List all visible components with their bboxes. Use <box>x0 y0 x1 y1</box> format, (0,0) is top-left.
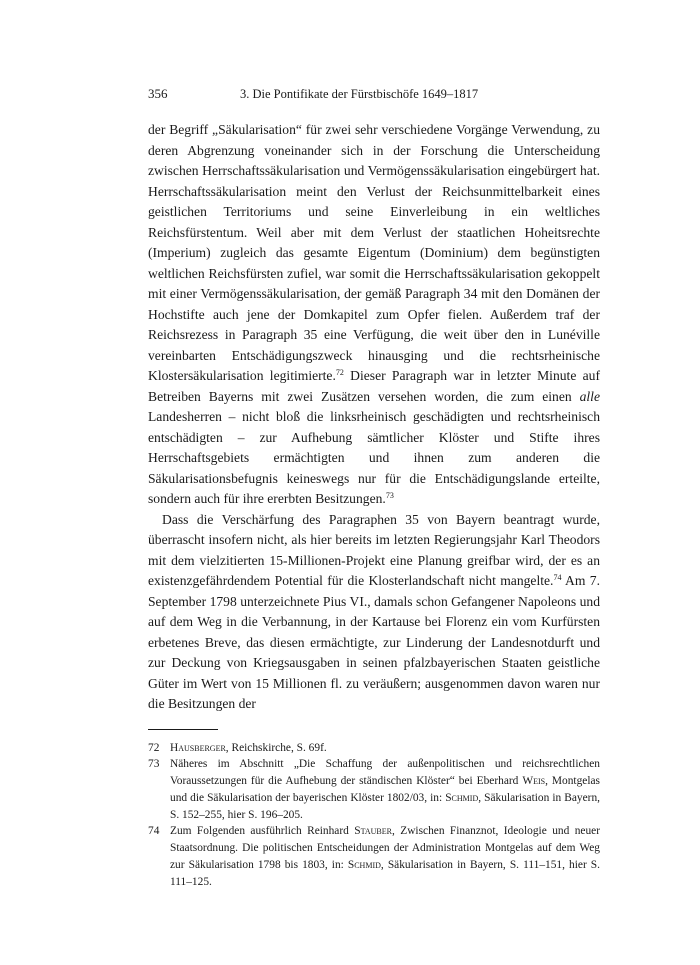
footnote-body: , Säkularisation in Bayern, S. 152–255, hier S. 196–205. <box>170 791 600 821</box>
paragraph-2-text-b: Am 7. September 1798 unterzeichnete Pius VI., damals schon Gefangener Napoleons und auf dem Weg in die Verbannung, in der Kartause bei Florenz ein vom Kurfürsten erbetenes Breve, das diesen ermächtigte, zur Linderung der Landesnotdurft und zur Deckung von Kriegsausgaben in seinen pfalzbayerischen Staaten geistliche Güter im Wert von 15 Millionen fl. zu veräußern; ausgenommen davon waren nur die Besitzungen der <box>148 573 600 711</box>
footnote-number: 73 <box>148 758 160 771</box>
paragraph-1 <box>148 120 600 510</box>
footnote-73 <box>148 756 600 823</box>
footnote-body: Zum Folgenden ausführlich Reinhard <box>170 825 355 838</box>
body-text <box>148 120 600 715</box>
footnote-text <box>170 740 600 757</box>
footnote-author: Hausberger <box>170 741 226 754</box>
footnote-body: Näheres im Abschnitt „Die Schaffung der außenpolitischen und reichsrechtlichen Voraussetzungen für die Aufhebung der ständischen Klöster“ bei Eberhard <box>170 758 600 788</box>
footnote-author: Stauber <box>354 825 392 838</box>
paragraph-1-italic: alle <box>579 388 600 404</box>
book-page <box>148 86 600 891</box>
paragraph-1-text-a: der Begriff „Säkularisation“ für zwei sehr verschiedene Vorgänge Verwendung, zu deren Abgrenzung voneinander sich in der Forschung die Unterscheidung zwischen Herrschaftssäkularisation und Vermögenssäkularisation eingebürgert hat. Herrschaftssäkularisation meint den Verlust der Reichsunmittelbarkeit eines geistlichen Territoriums und seine Einverleibung in ein weltliches Reichsfürstentum. Weil aber mit dem Verlust der staatlichen Hoheitsrechte (Imperium) zugleich das gesamte Eigentum (Dominium) dem begünstigten weltlichen Reichsfürsten zufiel, war somit die Herrschaftssäkularisation gekoppelt mit einer Vermögenssäkularisation, der gemäß Paragraph 34 mit den Domänen der Hochstifte auch jene der Domkapitel zum Opfer fielen. Außerdem traf der Reichsrezess in Paragraph 35 eine Verfügung, die weit über den in Lunéville vereinbarten Entschädigungszweck hinausging und die rechtsrheinische Klostersäkularisation legitimierte. <box>148 122 600 383</box>
footnote-author: Weis <box>522 775 546 788</box>
footnote-author: Schmid <box>347 859 381 872</box>
footnote-text <box>170 823 600 890</box>
footnote-72 <box>148 740 600 757</box>
footnote-body: , Zwischen Finanznot, Ideologie und neuer Staatsordnung. Die politischen Entscheidungen der Administration Montgelas auf dem Weg zur Säkularisation 1798 bis 1803, in: <box>170 825 600 872</box>
footnote-text <box>170 756 600 823</box>
footnote-ref-74[interactable]: 74 <box>553 573 562 582</box>
footnote-body: , Säkularisation in Bayern, S. 111–151, hier S. 111–125. <box>170 859 600 888</box>
paragraph-2-text-a: Dass die Verschärfung des Paragraphen 35 von Bayern beantragt wurde, überrascht insofern nicht, als hier bereits im letzten Regierungsjahr Karl Theodors mit dem vielzitierten 15-Millionen-Projekt eine Planung greifbar wird, der es an existenzgefährdendem Potential für die Klosterlandschaft nicht mangelte. <box>148 511 600 588</box>
footnote-number: 74 <box>148 825 160 838</box>
running-head <box>148 86 600 106</box>
chapter-title: 3. Die Pontifikate der Fürstbischöfe 1649–1817 <box>240 87 479 101</box>
footnote-ref-72[interactable]: 72 <box>335 368 344 377</box>
footnote-number: 72 <box>148 741 160 754</box>
footnote-divider <box>148 729 218 730</box>
paragraph-1-text-b: Dieser Paragraph war in letzter Minute auf Betreiben Bayerns mit zwei Zusätzen versehen worden, die zum einen <box>148 368 601 404</box>
paragraph-2 <box>148 510 600 715</box>
footnote-author: Schmid <box>445 791 479 804</box>
footnotes <box>148 740 600 891</box>
page-number: 356 <box>148 86 168 101</box>
footnote-74 <box>148 823 600 890</box>
footnote-body: , Reichskirche, S. 69f. <box>225 741 327 754</box>
footnote-ref-73[interactable]: 73 <box>385 491 394 500</box>
footnote-body: , Montgelas und die Säkularisation der bayerischen Klöster 1802/03, in: <box>170 775 600 804</box>
paragraph-1-text-c: Landesherren – nicht bloß die linksrheinisch geschädigten und rechtsrheinisch entschädigten – zur Aufhebung sämtlicher Klöster und Stifte ihres Herrschaftsgebiets ermächtigten und ihnen zum anderen die Säkularisationsbefugnis keineswegs nur für die Entschädigungslande erteilte, sondern auch für ihre ererbten Besitzungen. <box>148 409 600 506</box>
